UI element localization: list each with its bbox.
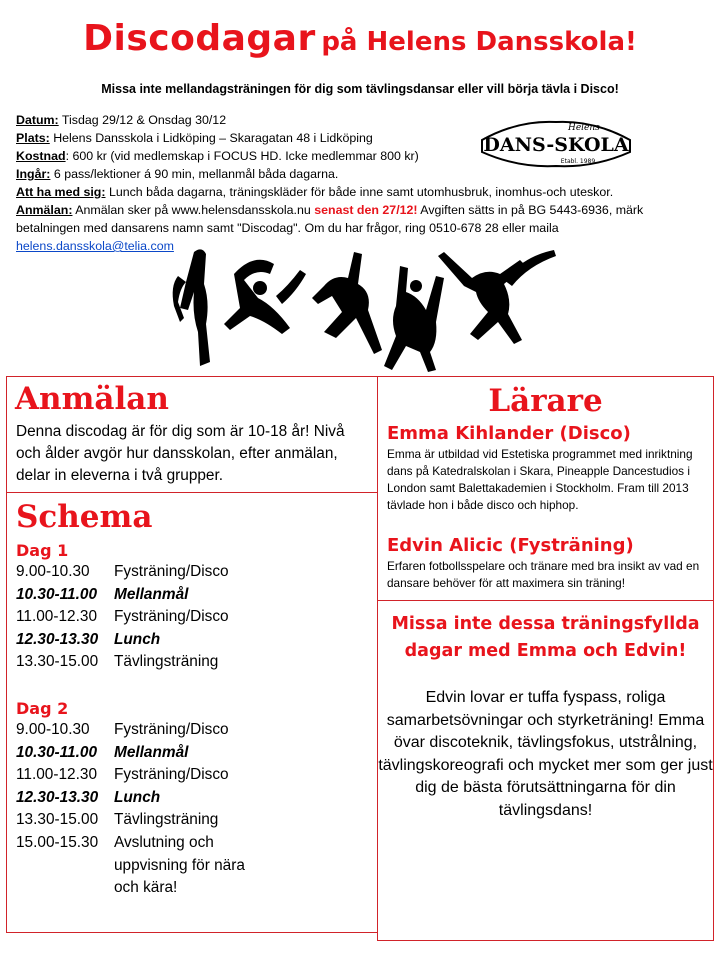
schema-box <box>6 492 378 933</box>
schedule-time <box>16 877 114 899</box>
schedule-activity: och kära! <box>114 879 178 897</box>
schedule-activity: Fysträning/Disco <box>114 608 229 626</box>
teacher1-text: Emma är utbildad vid Estetiska programmet med inriktning dans på Katedralskolan i Skara, Pineapple Dancestudios i London samt Balettakademien i Stockholm. Fram till 2013 tävlade hon i både disco och hiphop. <box>387 447 693 512</box>
ingar-label: Ingår: <box>16 167 51 181</box>
info-att-ha-med <box>16 183 706 201</box>
plats-value: Helens Dansskola i Lidköping – Skaragatan 48 i Lidköping <box>49 131 373 145</box>
schedule-row <box>16 629 160 651</box>
missa-heading: Missa inte dessa träningsfyllda dagar med Emma och Edvin! <box>391 614 700 661</box>
schedule-activity: uppvisning för nära <box>114 856 245 874</box>
page-title <box>0 18 720 59</box>
anmalan-deadline: senast den 27/12! <box>314 203 418 217</box>
logo-top-text: Helens <box>568 123 600 133</box>
schedule-time: 12.30-13.30 <box>16 630 99 648</box>
anmalan-label: Anmälan: <box>16 203 73 217</box>
logo-bottom-text: Etabl. 1989 <box>560 158 596 165</box>
schedule-row <box>16 606 229 628</box>
schedule-time: 13.30-15.00 <box>16 653 99 671</box>
kostnad-label: Kostnad <box>16 149 66 163</box>
schedule-time: 10.30-11.00 <box>16 743 98 761</box>
schedule-row <box>16 561 229 583</box>
schedule-time: 15.00-15.30 <box>16 834 99 851</box>
teacher2-text: Erfaren fotbollsspelare och tränare med bra insikt av vad en dansare behöver för att maximera sin träning! <box>387 559 700 590</box>
schedule-activity: Fysträning/Disco <box>114 563 229 580</box>
schedule-row <box>16 855 245 877</box>
page-subtitle: Missa inte mellandagsträningen för dig som tävlingsdansar eller vill börja tävla i Disco! <box>101 82 619 96</box>
schedule-activity: Mellanmål <box>114 743 189 761</box>
missa-box <box>377 600 714 941</box>
schedule-row <box>16 787 160 809</box>
schedule-row <box>16 584 188 606</box>
datum-label: Datum: <box>16 113 59 127</box>
plats-label: Plats: <box>16 131 50 145</box>
logo-main-text: DANS-SKOLA <box>483 134 629 156</box>
day1-label: Dag 1 <box>16 541 69 560</box>
schedule-time: 12.30-13.30 <box>16 788 99 806</box>
teacher2-name: Edvin Alicic (Fysträning) <box>387 535 634 556</box>
schedule-time: 13.30-15.00 <box>16 811 99 829</box>
larare-box <box>377 376 714 601</box>
schedule-activity: Tävlingsträning <box>114 811 219 829</box>
schedule-row <box>16 832 214 854</box>
schedule-row <box>16 764 229 786</box>
schedule-activity: Fysträning/Disco <box>114 766 229 784</box>
kostnad-value: : 600 kr (vid medlemskap i FOCUS HD. Icke medlemmar 800 kr) <box>65 149 419 163</box>
anmalan-heading: Anmälan <box>15 381 169 417</box>
title-rest: på Helens Dansskola! <box>321 27 637 57</box>
schedule-time: 11.00-12.30 <box>16 608 98 626</box>
dansskola-logo <box>478 118 634 170</box>
schedule-activity: Mellanmål <box>114 585 189 603</box>
email-link[interactable]: helens.dansskola@telia.com <box>16 239 174 253</box>
schedule-time <box>16 855 114 877</box>
attha-value: Lunch båda dagarna, träningskläder för både inne samt utomhusbruk, inomhus-och uteskor. <box>105 185 614 199</box>
anmalan-box <box>6 376 378 493</box>
schedule-row <box>16 742 188 764</box>
datum-value: Tisdag 29/12 & Onsdag 30/12 <box>58 113 227 127</box>
schedule-row <box>16 877 177 899</box>
title-main: Discodagar <box>83 18 316 59</box>
schedule-activity: Lunch <box>114 630 161 648</box>
missa-text: Edvin lovar er tuffa fyspass, roliga samarbetsövningar och styrketräning! Emma övar discoteknik, tävlingsfokus, utstrålning, tävlingskoreografi och mycket mer som ger just dig de bästa förutsättningarna för din tävlingsdans! <box>378 689 713 819</box>
teacher1-name: Emma Kihlander (Disco) <box>387 423 631 444</box>
anmalan-value-1: Anmälan sker på www.helensdansskola.nu <box>72 203 315 217</box>
schedule-row <box>16 719 229 741</box>
ingar-value: 6 pass/lektioner á 90 min, mellanmål båda dagarna. <box>50 167 339 181</box>
schedule-activity: Fysträning/Disco <box>114 721 229 738</box>
schedule-time: 9.00-10.30 <box>16 721 90 738</box>
info-anmalan <box>16 201 706 237</box>
day2-label: Dag 2 <box>16 699 69 718</box>
anmalan-text: Denna discodag är för dig som är 10-18 år! Nivå och ålder avgör hur dansskolan, efter anmälan, delar in eleverna i två grupper. <box>16 423 345 484</box>
dancer-silhouettes-image <box>164 246 562 374</box>
schedule-activity: Tävlingsträning <box>114 653 219 671</box>
attha-label: Att ha med sig: <box>16 185 106 199</box>
schedule-activity: Avslutning och <box>114 834 214 851</box>
schedule-time: 9.00-10.30 <box>16 563 90 580</box>
schedule-activity: Lunch <box>114 788 161 806</box>
schedule-row <box>16 809 218 831</box>
schedule-time: 10.30-11.00 <box>16 585 98 603</box>
schedule-time: 11.00-12.30 <box>16 766 98 784</box>
schedule-row <box>16 651 218 673</box>
larare-heading: Lärare <box>488 383 603 419</box>
anmalan-value-2: Avgiften sätts in på BG 5443-6936, märk betalningen med dansarens namn samt "Discodag". Om du har frågor, ring 0510-678 28 eller maila <box>16 203 644 235</box>
schema-heading: Schema <box>16 499 153 535</box>
